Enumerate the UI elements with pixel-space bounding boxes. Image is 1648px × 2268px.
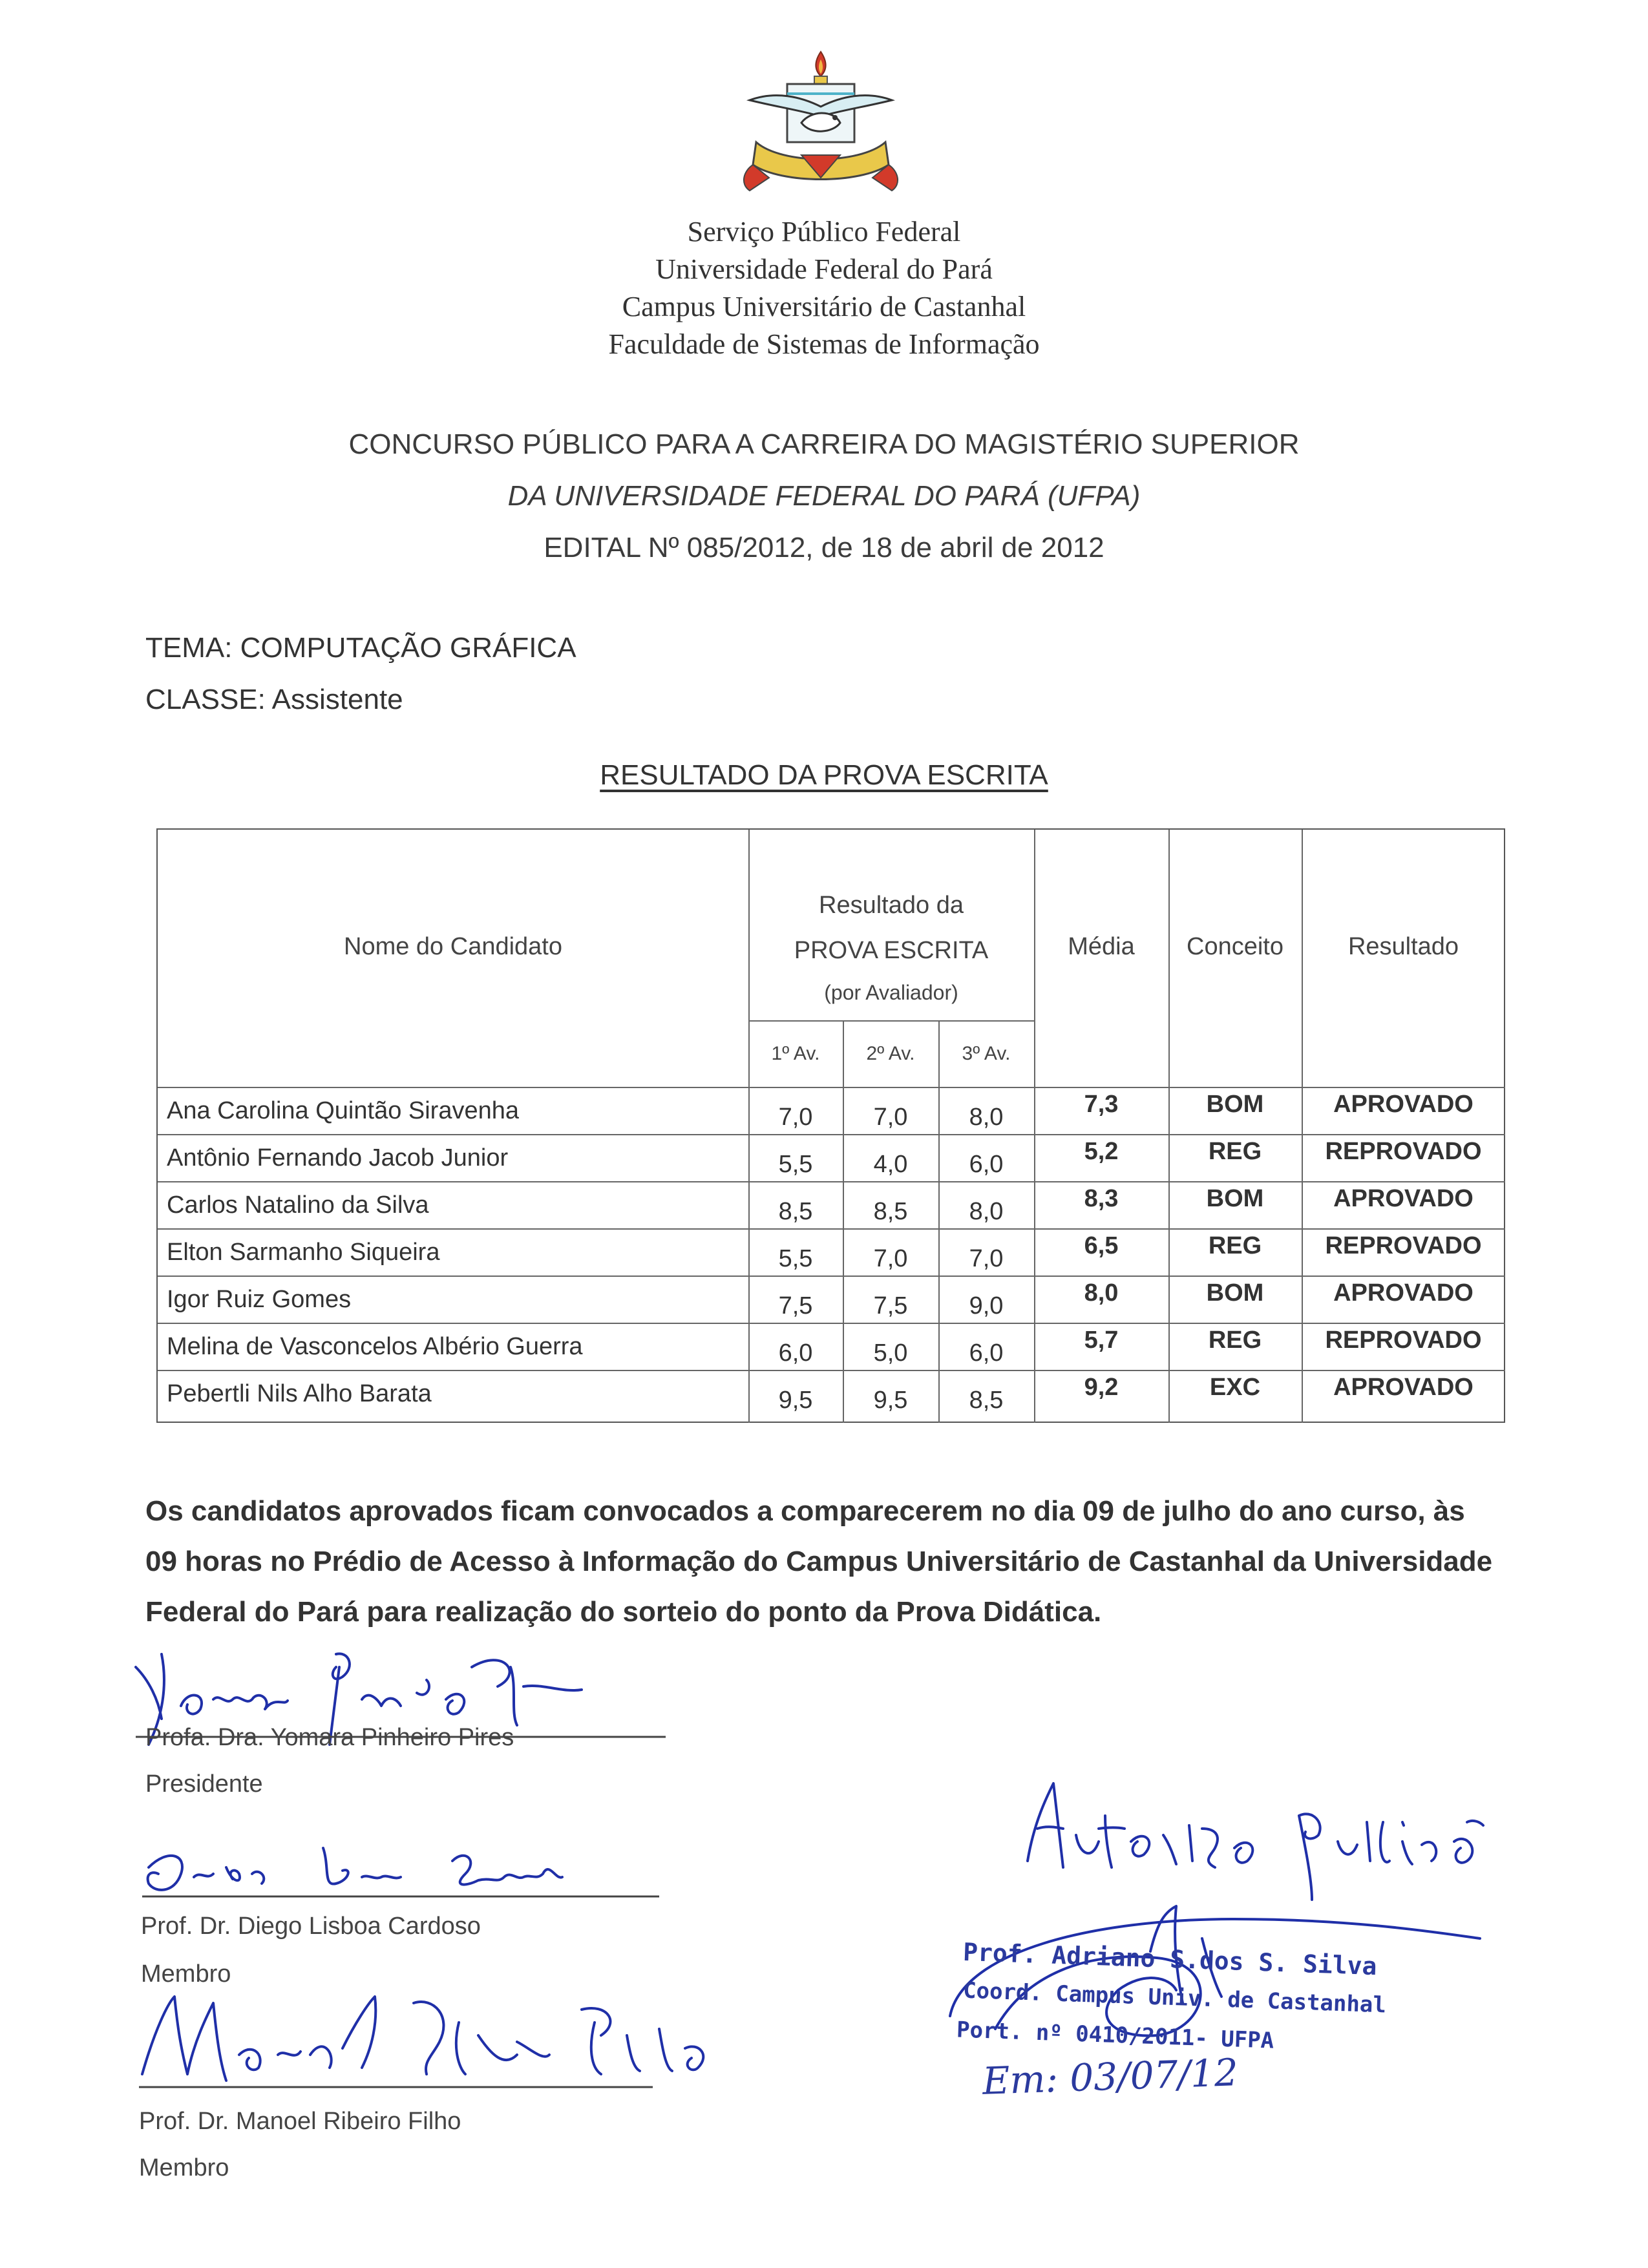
candidate-name: Carlos Natalino da Silva bbox=[167, 1192, 429, 1219]
media-value: 6,5 bbox=[1084, 1232, 1119, 1259]
resultado-value: REPROVADO bbox=[1325, 1138, 1482, 1165]
score-av3: 6,0 bbox=[969, 1151, 1004, 1178]
candidate-name: Ana Carolina Quintão Siravenha bbox=[167, 1097, 520, 1124]
score-av1: 9,5 bbox=[778, 1387, 813, 1414]
header-por-avaliador: (por Avaliador) bbox=[824, 981, 958, 1004]
candidate-name: Melina de Vasconcelos Albério Guerra bbox=[167, 1333, 583, 1360]
candidate-name: Antônio Fernando Jacob Junior bbox=[167, 1144, 509, 1171]
media-value: 5,7 bbox=[1084, 1327, 1119, 1354]
resultado-value: APROVADO bbox=[1333, 1185, 1474, 1212]
results-table bbox=[156, 828, 1505, 1423]
score-av3: 7,0 bbox=[969, 1245, 1004, 1272]
score-av2: 9,5 bbox=[873, 1387, 908, 1414]
signature-name-3: Prof. Dr. Manoel Ribeiro Filho bbox=[139, 2108, 461, 2135]
score-av2: 7,0 bbox=[873, 1104, 908, 1131]
resultado-value: REPROVADO bbox=[1325, 1327, 1482, 1354]
institution-line-4: Faculdade de Sistemas de Informação bbox=[608, 328, 1040, 360]
score-av2: 7,0 bbox=[873, 1245, 908, 1272]
header-nome: Nome do Candidato bbox=[344, 933, 562, 960]
conceito-value: BOM bbox=[1206, 1091, 1264, 1118]
media-value: 8,3 bbox=[1084, 1185, 1119, 1212]
stamp-line-1: Prof. Adriano S.dos S. Silva bbox=[962, 1937, 1378, 1981]
tema-label: TEMA: COMPUTAÇÃO GRÁFICA bbox=[145, 632, 576, 664]
contest-title-line-2: DA UNIVERSIDADE FEDERAL DO PARÁ (UFPA) bbox=[507, 480, 1141, 512]
stamp-line-3: Port. nº 0410/2011- UFPA bbox=[956, 2017, 1274, 2054]
convocation-paragraph: Os candidatos aprovados ficam convocados a comparecerem no dia 09 de julho do ano curso, às 09 horas no Prédio de Acesso à Informação do Campus Universitário de Castanhal da Universidade Federal do Pará para realização do sorteio do ponto da Prova Didática. bbox=[145, 1495, 1493, 1628]
score-av1: 5,5 bbox=[778, 1245, 813, 1272]
media-value: 5,2 bbox=[1084, 1138, 1119, 1165]
resultado-value: APROVADO bbox=[1333, 1374, 1474, 1401]
header-av1: 1º Av. bbox=[771, 1043, 820, 1064]
contest-title-line-1: CONCURSO PÚBLICO PARA A CARREIRA DO MAGISTÉRIO SUPERIOR bbox=[348, 428, 1300, 460]
candidate-name: Igor Ruiz Gomes bbox=[167, 1286, 352, 1313]
institution-line-3: Campus Universitário de Castanhal bbox=[622, 291, 1026, 322]
header-av2: 2º Av. bbox=[866, 1043, 915, 1064]
signature-diego bbox=[129, 1822, 672, 1913]
candidate-name: Pebertli Nils Alho Barata bbox=[167, 1380, 432, 1407]
header-resultado: Resultado bbox=[1347, 933, 1459, 960]
score-av1: 8,5 bbox=[778, 1198, 813, 1225]
score-av1: 7,5 bbox=[778, 1292, 813, 1319]
conceito-value: BOM bbox=[1206, 1185, 1264, 1212]
resultado-value: APROVADO bbox=[1333, 1279, 1474, 1307]
header-media: Média bbox=[1068, 933, 1135, 960]
stamp-line-2: Coord. Campus Univ. de Castanhal bbox=[962, 1977, 1387, 2019]
score-av3: 9,0 bbox=[969, 1292, 1004, 1319]
score-av2: 7,5 bbox=[873, 1292, 908, 1319]
score-av2: 4,0 bbox=[873, 1151, 908, 1178]
header-prova-escrita: PROVA ESCRITA bbox=[794, 937, 989, 964]
media-value: 8,0 bbox=[1084, 1279, 1119, 1307]
media-value: 7,3 bbox=[1084, 1091, 1119, 1118]
signature-name-2: Prof. Dr. Diego Lisboa Cardoso bbox=[141, 1913, 481, 1940]
media-value: 9,2 bbox=[1084, 1374, 1119, 1401]
signature-role-1: Presidente bbox=[145, 1770, 263, 1798]
edital-line: EDITAL Nº 085/2012, de 18 de abril de 2012 bbox=[544, 532, 1104, 563]
score-av3: 8,5 bbox=[969, 1387, 1004, 1414]
conceito-value: EXC bbox=[1209, 1374, 1261, 1401]
institution-line-2: Universidade Federal do Pará bbox=[655, 253, 993, 285]
signature-role-3: Membro bbox=[139, 2154, 229, 2181]
score-av1: 6,0 bbox=[778, 1339, 813, 1367]
score-av3: 6,0 bbox=[969, 1339, 1004, 1367]
score-av2: 8,5 bbox=[873, 1198, 908, 1225]
signature-manoel bbox=[129, 1977, 788, 2106]
score-av2: 5,0 bbox=[873, 1339, 908, 1367]
header-av3: 3º Av. bbox=[962, 1043, 1011, 1064]
score-av1: 5,5 bbox=[778, 1151, 813, 1178]
resultado-value: APROVADO bbox=[1333, 1091, 1474, 1118]
candidate-name: Elton Sarmanho Siqueira bbox=[167, 1239, 440, 1266]
ufpa-emblem-icon bbox=[730, 45, 911, 207]
signature-name-1: Profa. Dra. Yomara Pinheiro Pires bbox=[145, 1724, 514, 1751]
institution-line-1: Serviço Público Federal bbox=[687, 216, 961, 247]
section-title: RESULTADO DA PROVA ESCRITA bbox=[600, 759, 1048, 791]
resultado-value: REPROVADO bbox=[1325, 1232, 1482, 1259]
score-av3: 8,0 bbox=[969, 1198, 1004, 1225]
conceito-value: BOM bbox=[1206, 1279, 1264, 1307]
conceito-value: REG bbox=[1208, 1138, 1262, 1165]
conceito-value: REG bbox=[1208, 1232, 1262, 1259]
signature-role-2: Membro bbox=[141, 1960, 231, 1988]
header-resultado-da: Resultado da bbox=[819, 892, 964, 919]
score-av3: 8,0 bbox=[969, 1104, 1004, 1131]
classe-label: CLASSE: Assistente bbox=[145, 684, 403, 715]
header-conceito: Conceito bbox=[1187, 933, 1284, 960]
conceito-value: REG bbox=[1208, 1327, 1262, 1354]
handwritten-date: Em: 03/07/12 bbox=[981, 2050, 1239, 2103]
ufpa-logo bbox=[730, 45, 911, 207]
score-av1: 7,0 bbox=[778, 1104, 813, 1131]
